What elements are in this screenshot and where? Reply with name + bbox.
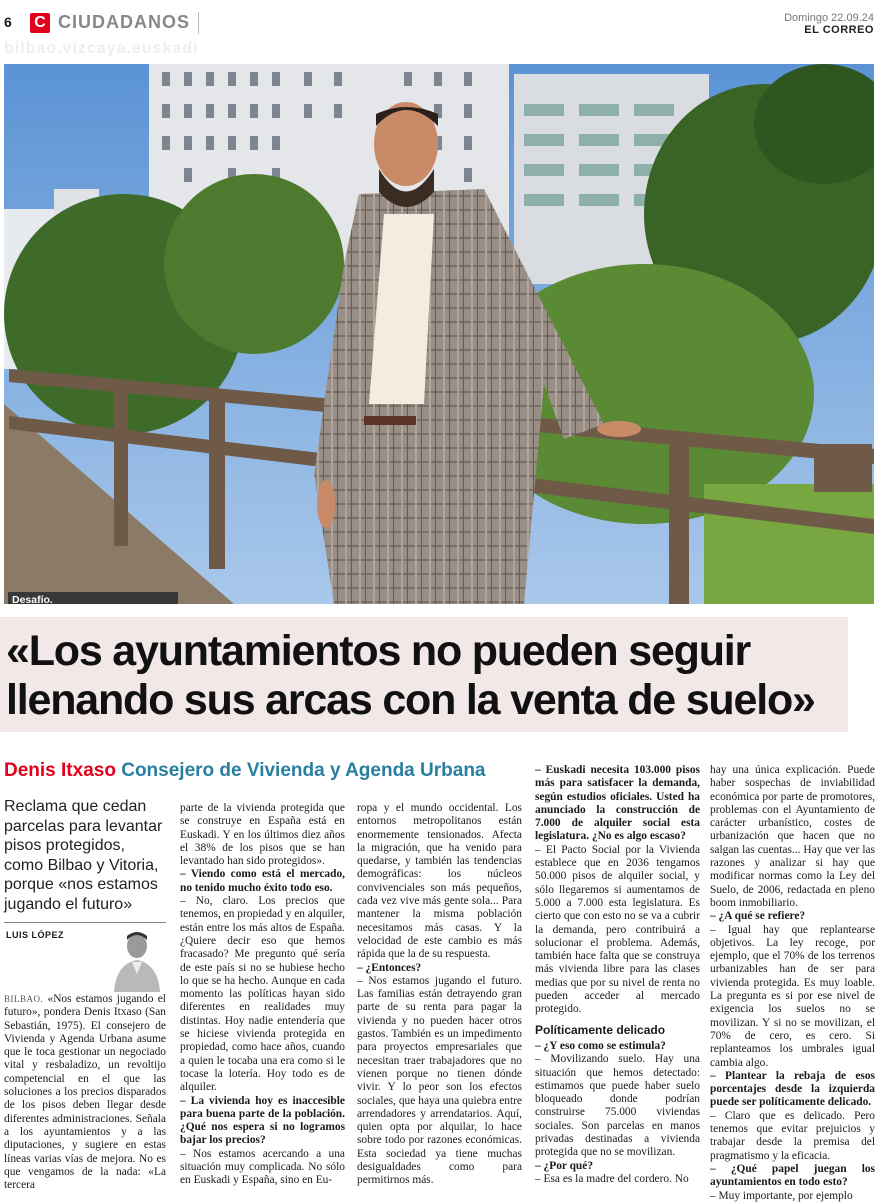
lead-summary: Reclama que cedan parcelas para levantar pisos protegidos, como Bilbao y Vitoria, porque «nos estamos jugando el futuro» <box>4 798 163 913</box>
paragraph: «Nos estamos jugando el futuro», pondera Denis Itxaso (San Sebastián, 1975). El consejero de Vivienda y Agenda Urbana asume que le toca gestionar un negociado vital y resbaladizo, un revoltijo competencial en el que las soluciones a los precios disparados de los pisos deben llegar desde diferentes administraciones. Señala a los ayuntamientos y a las diputaciones, y sugiere en estas líneas varias vías de mejora. No es que vengamos de la nada: «La tercera <box>4 993 166 1192</box>
newspaper-logo-icon: C <box>30 13 50 33</box>
interview-question: – Euskadi necesita 103.000 pisos más para satisfacer la demanda, según estudios oficiales. Usted ha anunciado la construcción de 7.000 de alquiler social esta legislatura. ¿No es algo escaso? <box>535 764 700 843</box>
newspaper-name: EL CORREO <box>804 24 874 36</box>
paragraph: – Nos estamos jugando el futuro. Las familias están detrayendo gran parte de su renta para pagar la vivienda y no pueden hacer otros gastos. También es un impedimento para proyectos empresariales que necesitan traer trabajadores que no vienen porque no tienen dónde vivir. Y lo peor son los efectos sociales, que haya una quiebra entre arrendadores y arrendatarios. Aquí, quien opta por alquilar, lo hace sobre todo por razones económicas. Esta sociedad ya tiene muchas desigualdades como para permitirnos más. <box>357 974 522 1187</box>
interviewee-byline <box>4 760 486 782</box>
interviewee-role: Consejero de Vivienda y Agenda Urbana <box>121 760 486 781</box>
article-column-4 <box>535 764 700 1186</box>
portrait-illustration <box>4 64 874 604</box>
bleed-through-text: bilbao.vizcaya.euskadi <box>4 40 199 57</box>
interview-question: – Viendo como está el mercado, no tenido mucho éxito todo eso. <box>180 868 345 894</box>
paragraph: – Claro que es delicado. Pero tenemos que evitar prejuicios y trabajar desde la premisa del pragmatismo y la eficacia. <box>710 1109 875 1162</box>
interview-question: – ¿Y eso como se estimula? <box>535 1039 666 1052</box>
dateline-city: BILBAO. <box>4 994 44 1004</box>
interview-question: – ¿Entonces? <box>357 961 422 974</box>
caption-title: Desafío. <box>12 594 53 604</box>
paragraph: hay una única explicación. Puede haber sospechas de inviabilidad económica por parte de promotores, problemas con el Ayuntamiento de carácter urbanístico, costes de urbanización que hacen que no salgan las cuentas... Hay que ver las razones y analizar si hay que modificar normas como la Ley del Suelo, de 2006, redactada en pleno boom inmobiliario. <box>710 764 875 909</box>
paragraph: – Movilizando suelo. Hay una situación que hemos detectado: estimamos que puede haber suelo bloqueado donde podrían construirse 75.000 viviendas sociales. Son parcelas en manos privadas destinadas a vivienda protegida que no se movilizan. <box>535 1053 700 1159</box>
photo-caption <box>8 592 178 604</box>
main-photo <box>4 64 874 604</box>
paragraph: – Muy importante, por ejemplo <box>710 1189 853 1202</box>
headline-box <box>0 617 848 732</box>
author-name: LUIS LÓPEZ <box>6 930 65 940</box>
paragraph: parte de la vivienda protegida que se construye en España está en Euskadi. Y en los últimos diez años el 38% de los pisos que se han levantado han sido protegidos». <box>180 802 345 868</box>
interview-question: – Plantear la rebaja de esos porcentajes desde la izquierda puede ser políticamente delicado. <box>710 1069 875 1109</box>
paragraph: – Nos estamos acercando a una situación muy complicada. No sólo en Euskadi y España, sino en Eu- <box>180 1147 345 1187</box>
interview-question: – ¿Por qué? <box>535 1159 594 1172</box>
subheading: Políticamente delicado <box>535 1022 666 1037</box>
article-column-5 <box>710 764 875 1203</box>
headline-line-2: llenando sus arcas con la venta de suelo» <box>6 676 815 724</box>
article-column-3 <box>357 802 522 1188</box>
paragraph: ropa y el mundo occidental. Los entornos metropolitanos están enormemente tensionados. Afecta la migración, que ha venido para quedarse, y también las tendencias demográficas: los núcleos convivenciales son más pequeños, cada vez vive más gente sola... Para mantener la misma población necesitamos más casas. Y la velocidad de este cambio es más rápida que la de su respuesta. <box>357 802 522 961</box>
paragraph: – No, claro. Los precios que tenemos, en propiedad y en alquiler, están entre los más altos de España. ¿Quiere decir eso que hemos fracasado? Me pregunto qué sería de este país si no se hubiese hecho lo que se ha hecho. Aunque en cada momento las políticas hayan sido diferentes en realidades muy distintas. Hoy nadie entendería que se hiciese vivienda protegida en propiedad, como hace años, cuando a quien le tocaba una era como si le tocase la lotería. Hoy todo es de alquiler. <box>180 895 345 1094</box>
paragraph: – El Pacto Social por la Vivienda establece que en 2036 tengamos 50.000 pisos de alquiler social, y sólo llegaremos si aumentamos de 5.000 a 7.000 esta legislatura. Es cierto que con esto no se va a cubrir la demanda, pero contribuirá a solucionar el problema. Además, también hace falta que se construya más vivienda libre para las clases medias que por su nivel de renta no pueden acceder al mercado protegido. <box>535 843 700 1016</box>
section-divider <box>198 12 199 34</box>
interviewee-name: Denis Itxaso <box>4 760 116 781</box>
interview-question: – La vivienda hoy es inaccesible para buena parte de la población. ¿Qué nos espera si no logramos bajar los precios? <box>180 1094 345 1147</box>
interview-question: – ¿A qué se refiere? <box>710 910 806 923</box>
headline <box>6 627 815 725</box>
article-column-1 <box>4 993 166 1192</box>
author-avatar <box>108 926 166 992</box>
paragraph: – Esa es la madre del cordero. No <box>535 1172 689 1185</box>
interview-question: – ¿Qué papel juegan los ayuntamientos en todo esto? <box>710 1162 875 1189</box>
paragraph: – Igual hay que replantearse objetivos. La ley recoge, por ejemplo, que el 70% de los terrenos urbanizables han de ser para vivienda protegida. Es muy loable. La pregunta es si por ese nivel de exigencia los suelos no se movilizan. Y si no se movilizan, el 70% de cero, es cero. Si replanteamos los umbrales igual cambia algo. <box>710 923 875 1069</box>
lead-divider <box>4 922 166 923</box>
headline-line-1: «Los ayuntamientos no pueden seguir <box>6 627 751 675</box>
issue-date: Domingo 22.09.24 <box>784 12 874 24</box>
page-number: 6 <box>4 14 12 30</box>
article-column-2 <box>180 802 345 1188</box>
section-name: CIUDADANOS <box>58 12 191 32</box>
page-header <box>0 0 884 57</box>
